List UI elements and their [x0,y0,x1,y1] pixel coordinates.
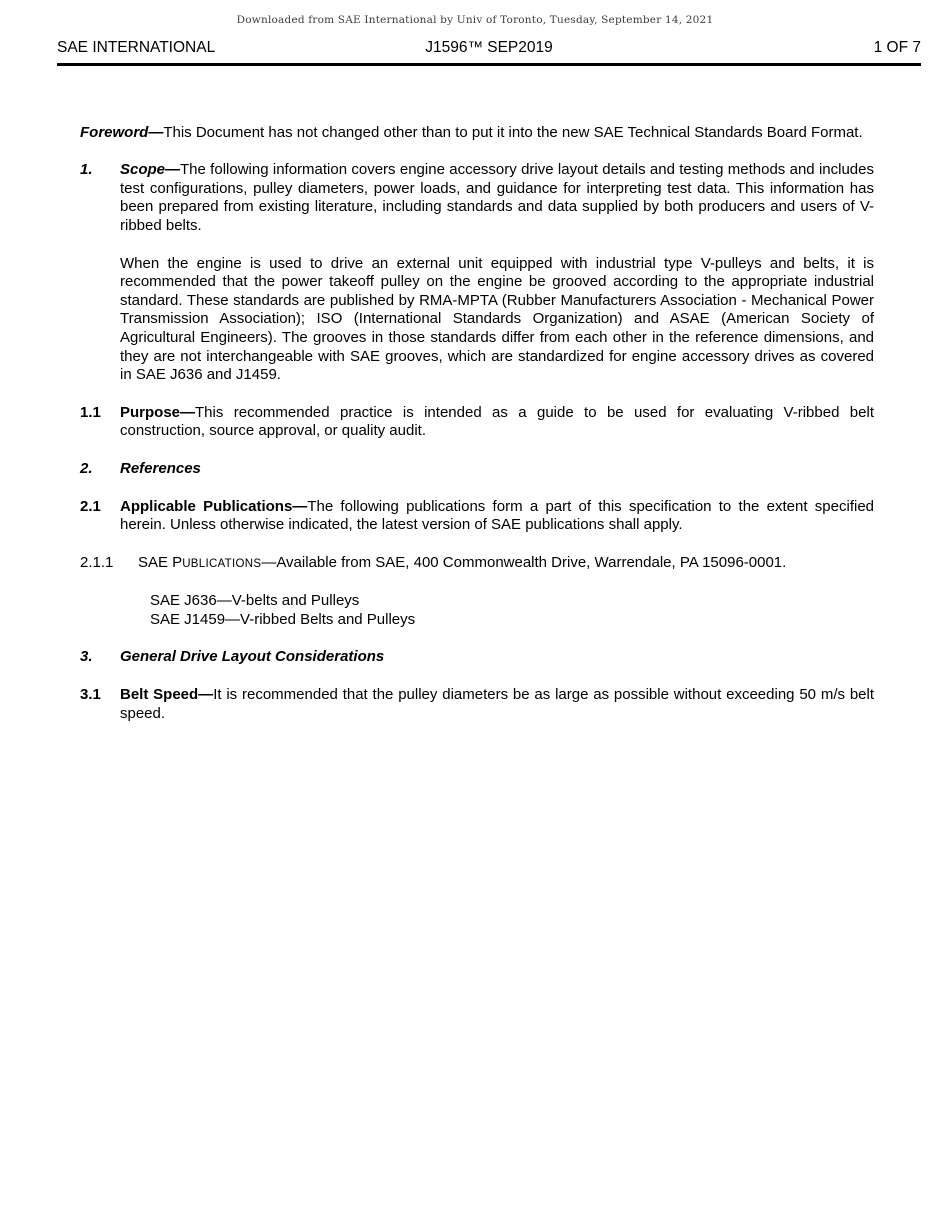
foreword-paragraph [80,124,874,143]
section-body [120,686,874,723]
section-body [120,404,874,441]
section-body [120,498,874,535]
section-1-scope-continued [80,255,874,385]
section-2-1-applicable-publications [80,498,874,535]
publication-item: SAE J636—V-belts and Pulleys [150,592,360,610]
section-2-1-1-sae-publications [80,554,874,574]
page-header [57,39,921,58]
section-title: Purpose— [120,403,196,421]
section-body [120,648,874,667]
header-publisher: SAE INTERNATIONAL [57,39,216,56]
section-1-scope [80,161,874,235]
section-1-1-purpose [80,404,874,441]
download-watermark: Downloaded from SAE International by Univ of Toronto, Tuesday, September 14, 2021 [236,14,714,26]
section-text: —Available from SAE, 400 Commonwealth Drive, Warrendale, PA 15096-0001. [261,553,787,571]
section-body [120,161,874,235]
section-title-lead: SAE P [138,553,183,571]
foreword-text: This Document has not changed other than to put it into the new SAE Technical Standards Board Format. [163,123,863,141]
section-3-1-belt-speed [80,686,874,723]
section-text: It is recommended that the pulley diameters be as large as possible without exceeding 50 m/s belt speed. [120,686,874,722]
section-number: 2.1.1 [80,553,114,571]
section-number: 3.1 [80,686,101,704]
header-page-number: 1 OF 7 [873,39,921,56]
header-rule [57,63,921,66]
section-text: The following publications form a part of this specification to the extent specified herein. Unless otherwise indicated, the latest version of SAE publications shall apply. [120,497,875,534]
foreword-label: Foreword— [80,123,164,141]
number-spacer [80,255,120,385]
section-title: Applicable Publications— [120,497,308,515]
section-number: 3. [80,648,93,666]
publication-list [150,592,874,629]
section-3-general-drive-layout [80,648,874,667]
section-text: The following information covers engine accessory drive layout details and testing methods and includes test configurations, pulley diameters, power loads, and guidance for interpreting test data. This information has been prepared from existing literature, including standards and data supplied by both producers and users of V-ribbed belts. [120,161,874,234]
section-text: This recommended practice is intended as a guide to be used for evaluating V-ribbed belt construction, source approval, or quality audit. [120,403,874,440]
section-title: General Drive Layout Considerations [120,648,385,666]
section-text: When the engine is used to drive an external unit equipped with industrial type V-pulleys and belts, it is recommended that the power takeoff pulley on the engine be grooved according to the appropriate industrial standard. These standards are published by RMA-MPTA (Rubber Manufacturers Association - Mechanical Power Transmission Association); ISO (International Standards Organization) and ASAE (American Society of Agricultural Engineers). The grooves in those standards differ from each other in the reference dimensions, and they are not interchangeable with SAE grooves, which are standardized for engine accessory drives as covered in SAE J636 and J1459. [120,254,874,384]
header-doc-number: J1596™ SEP2019 [425,39,553,56]
section-number: 2.1 [80,497,101,515]
section-number: 1.1 [80,403,101,421]
section-title: Belt Speed— [120,686,214,704]
section-body [138,554,874,574]
section-title: Scope— [120,161,181,179]
publication-item: SAE J1459—V-ribbed Belts and Pulleys [150,610,416,628]
section-body [120,460,874,479]
section-2-references [80,460,874,479]
section-number: 2. [80,459,93,477]
section-title: References [120,459,201,477]
section-title-smallcaps: UBLICATIONS [182,557,262,570]
section-number: 1. [80,161,93,179]
document-body [80,124,874,724]
